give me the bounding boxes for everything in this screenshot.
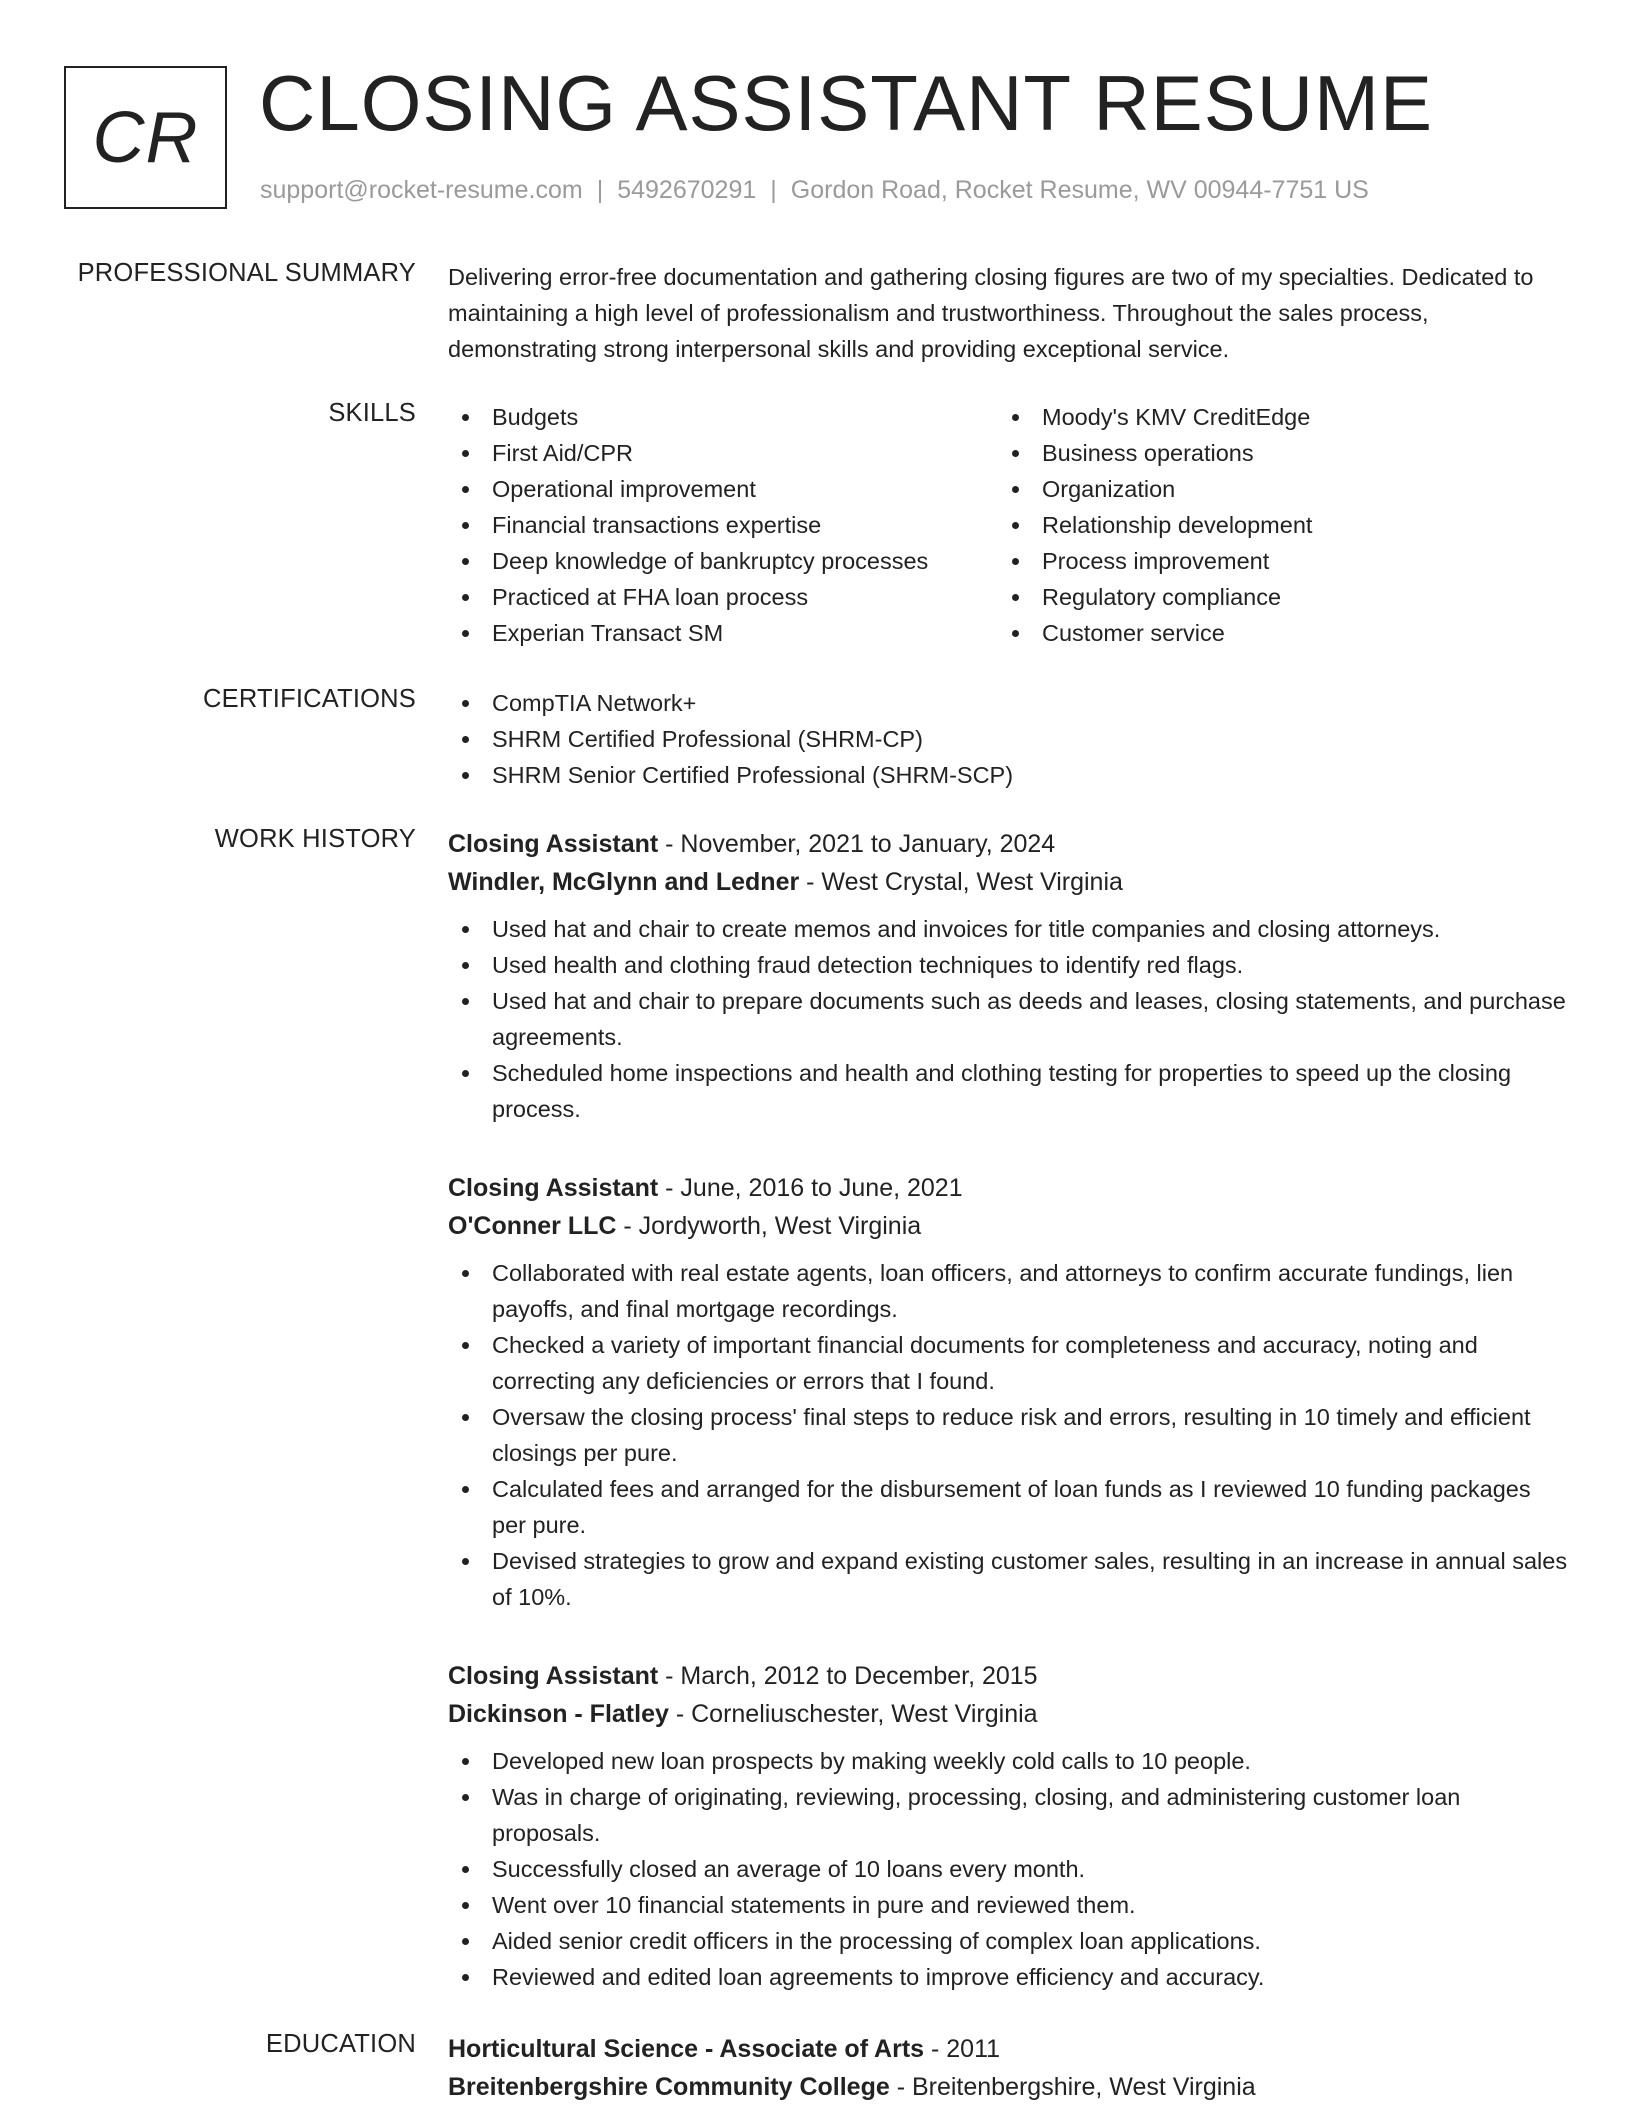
skill-item: Deep knowledge of bankruptcy processes [448, 543, 998, 579]
education-school: Breitenbergshire Community College [448, 2073, 890, 2101]
job-duty: Collaborated with real estate agents, loan officers, and attorneys to confirm accurate fundings, lien payoffs, and final mortgage recordings. [448, 1255, 1568, 1327]
job-duty: Devised strategies to grow and expand existing customer sales, resulting in an increase in annual sales of 10%. [448, 1543, 1568, 1615]
job-company: Windler, McGlynn and Ledner [448, 868, 800, 896]
job-company: Dickinson - Flatley [448, 1700, 669, 1728]
job-company-line [448, 1695, 1568, 1733]
job-body [448, 1169, 1568, 1615]
job-title: Closing Assistant [448, 1174, 659, 1202]
skills-list-left [448, 399, 998, 651]
skill-item: Operational improvement [448, 471, 998, 507]
certifications-list [448, 685, 1568, 793]
job-company-line [448, 1207, 1568, 1245]
skills-columns [448, 399, 1568, 651]
education-location: - Breitenbergshire, West Virginia [889, 2073, 1256, 2101]
contact-phone[interactable]: 5492670291 [617, 176, 757, 204]
education-degree: Horticultural Science - Associate of Arts [448, 2035, 925, 2063]
job-duty: Oversaw the closing process' final steps to reduce risk and errors, resulting in 10 timely and efficient closings per pure. [448, 1399, 1568, 1471]
job-title-line [448, 825, 1568, 863]
section-label-certifications: CERTIFICATIONS [203, 685, 416, 713]
skill-item: Process improvement [998, 543, 1548, 579]
education-school-line [448, 2068, 1568, 2106]
section-label-work-history: WORK HISTORY [214, 825, 416, 853]
certification-item: CompTIA Network+ [448, 685, 1568, 721]
skill-item: Moody's KMV CreditEdge [998, 399, 1548, 435]
skill-item: Relationship development [998, 507, 1548, 543]
skill-item: Regulatory compliance [998, 579, 1548, 615]
contact-address: Gordon Road, Rocket Resume, WV 00944-7751 US [790, 176, 1369, 204]
job-duty: Was in charge of originating, reviewing, processing, closing, and administering customer loan proposals. [448, 1779, 1568, 1851]
monogram-initials: CR [92, 97, 199, 178]
certifications-body [448, 685, 1568, 793]
education-degree-line [448, 2030, 1568, 2068]
skill-item: Experian Transact SM [448, 615, 998, 651]
job-title-line [448, 1169, 1568, 1207]
education-body [448, 2030, 1568, 2106]
resume-title: CLOSING ASSISTANT RESUME [259, 59, 1434, 147]
job-duty: Calculated fees and arranged for the disbursement of loan funds as I reviewed 10 funding packages per pure. [448, 1471, 1568, 1543]
job-duty: Aided senior credit officers in the processing of complex loan applications. [448, 1923, 1568, 1959]
job-dates: - June, 2016 to June, 2021 [658, 1174, 963, 1202]
skill-item: Practiced at FHA loan process [448, 579, 998, 615]
contact-separator: | [596, 176, 604, 204]
contact-email[interactable]: support@rocket-resume.com [260, 176, 583, 204]
job-duty: Successfully closed an average of 10 loans every month. [448, 1851, 1568, 1887]
job-dates: - March, 2012 to December, 2015 [658, 1662, 1038, 1690]
job-company: O'Conner LLC [448, 1212, 617, 1240]
job-duty: Scheduled home inspections and health and clothing testing for properties to speed up the closing process. [448, 1055, 1568, 1127]
job-duties [448, 1743, 1568, 1995]
job-location: - West Crystal, West Virginia [799, 868, 1123, 896]
job-title: Closing Assistant [448, 1662, 659, 1690]
job-duty: Used hat and chair to create memos and invoices for title companies and closing attorneys. [448, 911, 1568, 947]
section-label-skills: SKILLS [328, 399, 416, 427]
certification-item: SHRM Certified Professional (SHRM-CP) [448, 721, 1568, 757]
job-location: - Jordyworth, West Virginia [616, 1212, 922, 1240]
job-duty: Used hat and chair to prepare documents such as deeds and leases, closing statements, and purchase agreements. [448, 983, 1568, 1055]
job-title: Closing Assistant [448, 830, 659, 858]
job-duty: Developed new loan prospects by making weekly cold calls to 10 people. [448, 1743, 1568, 1779]
job-company-line [448, 863, 1568, 901]
job-duty: Used health and clothing fraud detection techniques to identify red flags. [448, 947, 1568, 983]
skill-item: Customer service [998, 615, 1548, 651]
skill-item: First Aid/CPR [448, 435, 998, 471]
education-year: - 2011 [924, 2035, 1001, 2063]
job-duty: Went over 10 financial statements in pure and reviewed them. [448, 1887, 1568, 1923]
summary-text: Delivering error-free documentation and gathering closing figures are two of my specialties. Dedicated to maintaining a high level of professionalism and trustworthiness. Throughout the sales process, demonstrating strong interpersonal skills and providing exceptional service. [448, 264, 1534, 362]
job-duty: Reviewed and edited loan agreements to improve efficiency and accuracy. [448, 1959, 1568, 1995]
job-location: - Corneliuschester, West Virginia [668, 1700, 1038, 1728]
skill-item: Financial transactions expertise [448, 507, 998, 543]
job-body [448, 1657, 1568, 1995]
job-body [448, 825, 1568, 1127]
job-title-line [448, 1657, 1568, 1695]
monogram [64, 66, 227, 209]
contact-separator: | [770, 176, 777, 204]
job-duties [448, 911, 1568, 1127]
skill-item: Organization [998, 471, 1548, 507]
skill-item: Budgets [448, 399, 998, 435]
job-duty: Checked a variety of important financial documents for completeness and accuracy, noting and correcting any deficiencies or errors that I found. [448, 1327, 1568, 1399]
section-label-summary: PROFESSIONAL SUMMARY [77, 259, 416, 287]
contact-line [260, 176, 1369, 205]
skill-item: Business operations [998, 435, 1548, 471]
skills-list-right [998, 399, 1548, 651]
job-duties [448, 1255, 1568, 1615]
certification-item: SHRM Senior Certified Professional (SHRM-SCP) [448, 757, 1568, 793]
job-dates: - November, 2021 to January, 2024 [658, 830, 1056, 858]
section-label-education: EDUCATION [265, 2030, 416, 2058]
